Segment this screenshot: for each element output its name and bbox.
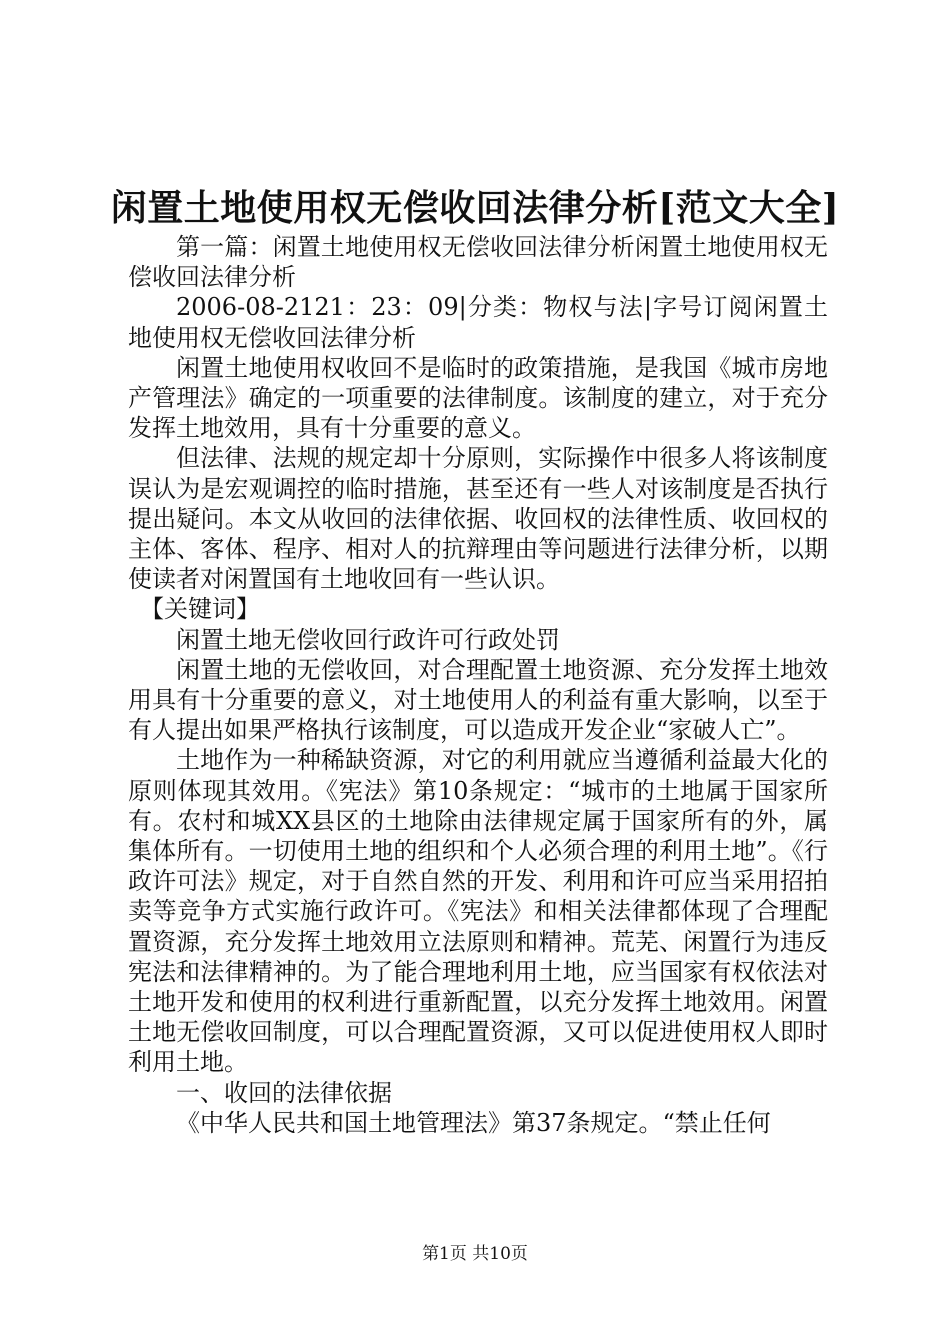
document-body <box>128 232 828 1138</box>
paragraph: 闲置土地使用权收回不是临时的政策措施，是我国《城市房地产管理法》确定的一项重要的法律制度。该制度的建立，对于充分发挥土地效用，具有十分重要的意义。 <box>128 353 828 443</box>
keywords-heading: 【关键词】 <box>140 595 260 624</box>
paragraph: 闲置土地的无偿收回，对合理配置土地资源、充分发挥土地效用具有十分重要的意义，对土地使用人的利益有重大影响，以至于有人提出如果严格执行该制度，可以造成开发企业“家破人亡”。 <box>128 655 828 745</box>
document-title: 闲置土地使用权无偿收回法律分析[范文大全] <box>110 187 840 229</box>
paragraph: 土地作为一种稀缺资源，对它的利用就应当遵循利益最大化的原则体现其效用。《宪法》第10条规定：“城市的土地属于国家所有。农村和城XX县区的土地除由法律规定属于国家所有的外，属集体所有。一切使用土地的组织和个人必须合理的利用土地”。《行政许可法》规定，对于自然自然的开发、利用和许可应当采用招拍卖等竞争方式实施行政许可。《宪法》和相关法律都体现了合理配置资源，充分发挥土地效用立法原则和精神。荒芜、闲置行为违反宪法和法律精神的。为了能合理地利用土地，应当国家有权依法对土地开发和使用的权利进行重新配置，以充分发挥土地效用。闲置土地无偿收回制度，可以合理配置资源，又可以促进使用权人即时利用土地。 <box>128 746 828 1077</box>
paragraph: 《中华人民共和国土地管理法》第37条规定。“禁止任何 <box>176 1108 771 1137</box>
paragraph-intro: 第一篇：闲置土地使用权无偿收回法律分析闲置土地使用权无偿收回法律分析 <box>128 233 828 292</box>
paragraph: 但法律、法规的规定却十分原则，实际操作中很多人将该制度误认为是宏观调控的临时措施，甚至还有一些人对该制度是否执行提出疑问。本文从收回的法律依据、收回权的法律性质、收回权的主体、客体、程序、相对人的抗辩理由等问题进行法律分析，以期使读者对闲置国有土地收回有一些认识。 <box>128 444 828 594</box>
paragraph-meta: 2006-08-2121：23：09|分类：物权与法|字号订阅闲置土地使用权无偿收回法律分析 <box>128 293 828 352</box>
section-heading: 一、收回的法律依据 <box>176 1078 392 1107</box>
page-number: 第1页 共10页 <box>422 1244 528 1264</box>
keywords: 闲置土地无偿收回行政许可行政处罚 <box>176 625 560 654</box>
